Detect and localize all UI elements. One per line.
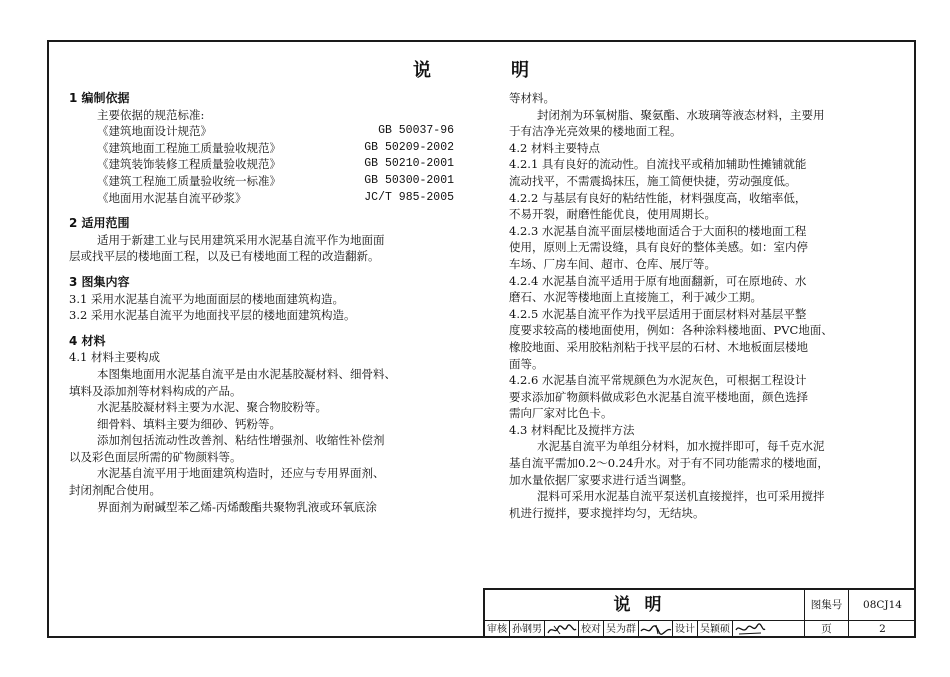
paragraph-line: 使用，原则上无需设缝，具有良好的整体美感。如：室内停: [509, 240, 808, 255]
section-heading: 4 材料: [69, 333, 106, 348]
paragraph-line: 本图集地面用水泥基自流平是由水泥基胶凝材料、细骨料、: [97, 366, 396, 381]
page-title-char: 说: [413, 60, 431, 81]
standard-name: 《建筑地面工程施工质量验收规范》: [97, 140, 281, 155]
standard-name: 《建筑装饰装修工程质量验收规范》: [97, 157, 281, 172]
right-column: [509, 90, 904, 521]
paragraph-line: 3.1 采用水泥基自流平为地面面层的楼地面建筑构造。: [69, 291, 344, 306]
subsection-heading: 4.2 材料主要特点: [509, 140, 600, 155]
check-signature: [639, 621, 673, 638]
paragraph-line: 等材料。: [509, 91, 555, 105]
paragraph-line: 水泥基自流平为单组分材料，加水搅拌即可，每千克水泥: [537, 439, 825, 454]
paragraph-line: 主要依据的规范标准:: [97, 107, 205, 122]
paragraph-line: 适用于新建工业与民用建筑采用水泥基自流平作为地面面: [97, 232, 385, 247]
standard-row: [69, 140, 454, 157]
paragraph-line: 机进行搅拌，要求搅拌均匀，无结块。: [509, 505, 705, 520]
paragraph-line: 橡胶地面、采用胶粘剂粘于找平层的石材、木地板面层楼地: [509, 339, 808, 354]
page-title-char: 明: [511, 60, 529, 81]
title-block-title: 说明: [485, 590, 805, 621]
paragraph-line: 基自流平需加0.2～0.24升水。对于有不同功能需求的楼地面，: [509, 456, 829, 471]
paragraph-line: 不易开裂，耐磨性能优良，使用周期长。: [509, 207, 716, 222]
page-number: 2: [879, 623, 886, 635]
paragraph-line: 水泥基自流平用于地面建筑构造时，还应与专用界面剂、: [97, 466, 385, 481]
paragraph-line: 要求添加矿物颜料做成彩色水泥基自流平楼地面，颜色选择: [509, 389, 808, 404]
paragraph-line: 4.2.1 具有良好的流动性。自流找平或稍加辅助性摊铺就能: [509, 157, 807, 172]
standard-row: [69, 156, 454, 173]
section-heading: 3 图集内容: [69, 274, 130, 289]
standard-code: GB 50037-96: [378, 124, 454, 138]
review-label: 审核: [485, 621, 510, 638]
paragraph-line: 水泥基胶凝材料主要为水泥、聚合物胶粉等。: [97, 400, 327, 415]
section-heading: 2 适用范围: [69, 216, 130, 231]
paragraph-line: 加水量依据厂家要求进行适当调整。: [509, 472, 693, 487]
subsection-heading: 4.3 材料配比及搅拌方法: [509, 422, 635, 437]
section-heading: 1 编制依据: [69, 91, 130, 105]
standard-code: GB 50210-2001: [364, 157, 454, 171]
paragraph-line: 细骨料、填料主要为细砂、钙粉等。: [97, 416, 281, 431]
paragraph-line: 层或找平层的楼地面工程，以及已有楼地面工程的改造翻新。: [69, 249, 380, 264]
standard-code: GB 50209-2002: [364, 140, 454, 154]
paragraph-line: 4.2.3 水泥基自流平面层楼地面适合于大面积的楼地面工程: [509, 223, 807, 238]
standard-name: 《建筑地面设计规范》: [97, 124, 212, 139]
standard-code: GB 50300-2001: [364, 173, 454, 187]
paragraph-line: 封闭剂为环氧树脂、聚氨酯、水玻璃等液态材料，主要用: [537, 107, 825, 122]
paragraph-line: 需向厂家对比色卡。: [509, 406, 613, 421]
paragraph-line: 4.2.5 水泥基自流平作为找平层适用于面层材料对基层平整: [509, 306, 807, 321]
subsection-heading: 4.1 材料主要构成: [69, 350, 160, 365]
paragraph-line: 磨石、水泥等楼地面上直接施工，利于减少工期。: [509, 290, 762, 305]
paragraph-line: 添加剂包括流动性改善剂、粘结性增强剂、收缩性补偿剂: [97, 433, 385, 448]
atlas-label: 图集号: [805, 590, 849, 621]
paragraph-line: 面等。: [509, 356, 544, 371]
paragraph-line: 3.2 采用水泥基自流平为地面找平层的楼地面建筑构造。: [69, 308, 356, 323]
review-signature: [545, 621, 579, 638]
paragraph-line: 填料及添加剂等材料构成的产品。: [69, 383, 242, 398]
standard-row: [69, 190, 454, 207]
paragraph-line: 度要求较高的楼地面使用，例如：各种涂料楼地面、PVC地面、: [509, 323, 833, 338]
standard-code: JC/T 985-2005: [364, 190, 454, 204]
paragraph-line: 封闭剂配合使用。: [69, 483, 161, 498]
signature-row: [485, 621, 805, 638]
check-label: 校对: [579, 621, 604, 638]
standard-name: 《建筑工程施工质量验收统一标准》: [97, 173, 281, 188]
design-label: 设计: [673, 621, 698, 638]
check-name: 吴为群: [604, 621, 639, 638]
paragraph-line: 4.2.4 水泥基自流平适用于原有地面翻新，可在原地砖、水: [509, 273, 807, 288]
design-name: 吴颖硕: [698, 621, 733, 638]
title-block: [483, 588, 916, 638]
paragraph-line: 4.2.2 与基层有良好的粘结性能，材料强度高，收缩率低，: [509, 190, 807, 205]
paragraph-line: 混料可采用水泥基自流平泵送机直接搅拌，也可采用搅拌: [537, 489, 825, 504]
paragraph-line: 于有洁净光亮效果的楼地面工程。: [509, 124, 682, 139]
paragraph-line: 以及彩色面层所需的矿物颜料等。: [69, 449, 242, 464]
standard-row: [69, 173, 454, 190]
atlas-number: 08CJ14: [849, 590, 916, 621]
standard-row: [69, 123, 454, 140]
paragraph-line: 4.2.6 水泥基自流平常规颜色为水泥灰色，可根据工程设计: [509, 373, 807, 388]
design-signature: [733, 621, 767, 638]
paragraph-line: 车场、厂房车间、超市、仓库、展厅等。: [509, 256, 716, 271]
review-name: 孙钢男: [510, 621, 545, 638]
standard-name: 《地面用水泥基自流平砂浆》: [97, 190, 247, 205]
paragraph-line: 界面剂为耐碱型苯乙烯-丙烯酸酯共聚物乳液或环氧底涂: [97, 499, 377, 514]
left-column: [69, 90, 474, 515]
paragraph-line: 流动找平，不需震捣抹压，施工简便快捷，劳动强度低。: [509, 173, 797, 188]
page-label: 页: [805, 621, 849, 638]
drawing-frame: [47, 40, 916, 638]
